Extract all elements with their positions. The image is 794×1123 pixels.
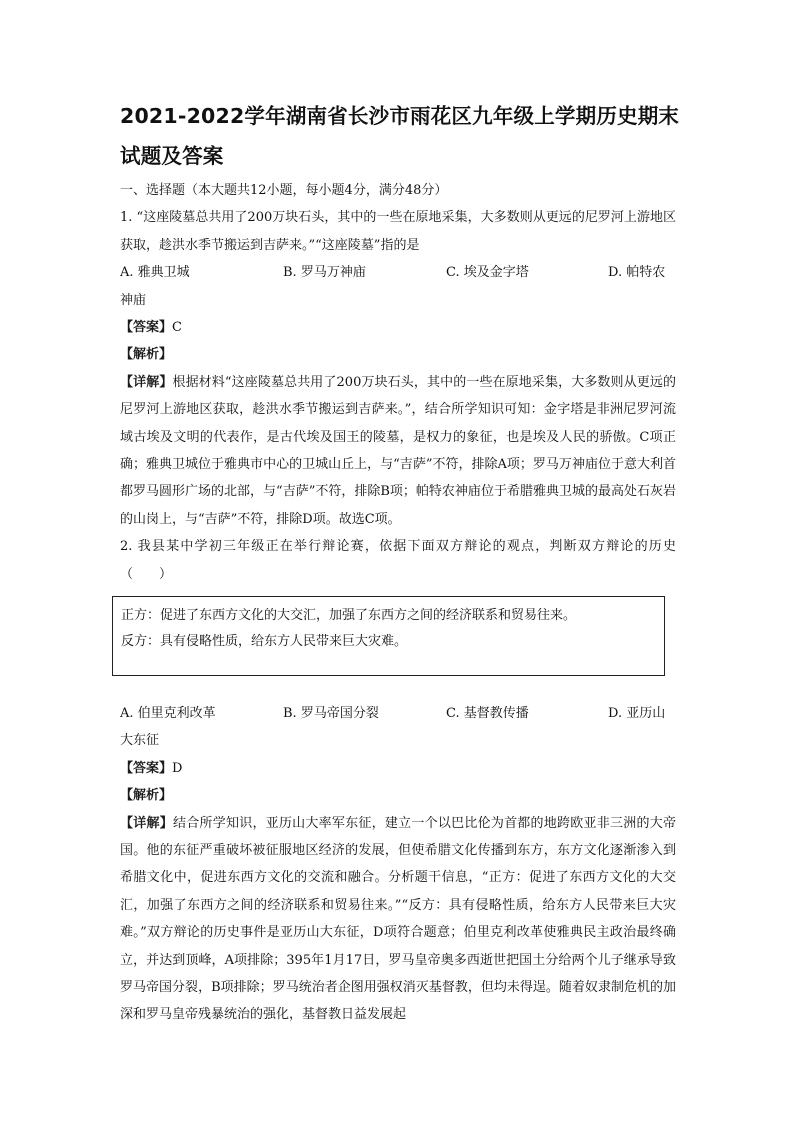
q2-option-d-continued: 大东征 [120, 733, 160, 749]
q2-detail-text: 结合所学知识，亚历山大率军东征，建立一个以巴比伦为首都的地跨欧亚非三洲的大帝国。他的东征严重破坏被征服地区经济的发展，但使希腊文化传播到东方，东方文化逐渐渗入到希腊文化中，促进东西方文化的交流和融合。分析题干信息，“正方：促进了东西方文化的大交汇，加强了东西方之间的经济联系和贸易往来。”“反方：具有侵略性质，给东方人民带来巨大灾难。”双方辩论的历史事件是亚历山大东征，D项符合题意；伯里克利改革使雅典民主政治最终确立，并达到顶峰，A项排除；395年1月17日，罗马皇帝奥多西逝世把国土分给两个儿子继承导致罗马帝国分裂，B项排除；罗马统治者企图用强权消灭基督教，但均未得逞。随着奴隶制危机的加深和罗马皇帝残暴统治的强化，基督教日益发展起 [120, 815, 676, 1023]
q1-answer [120, 314, 676, 341]
question-1-options [120, 259, 676, 286]
q1-option-c: C. 埃及金字塔 [446, 265, 529, 281]
debate-box [112, 596, 665, 676]
q2-option-c: C. 基督教传播 [446, 706, 529, 722]
question-2-options [120, 700, 676, 727]
q2-option-d: D. 亚历山 [608, 706, 666, 722]
q1-option-b: B. 罗马万神庙 [283, 265, 366, 281]
document-body [120, 177, 676, 1029]
document-title: 2021-2022学年湖南省长沙市雨花区九年级上学期历史期末试题及答案 [120, 104, 680, 168]
q1-answer-tag: 【答案】 [120, 319, 173, 335]
question-1-stem: 1. “这座陵墓总共用了200万块石头，其中的一些在原地采集，大多数则从更远的尼罗河上游地区获取，趁洪水季节搬运到吉萨来。”“这座陵墓”指的是 [120, 210, 676, 253]
debate-pro: 正方：促进了东西方文化的大交汇，加强了东西方之间的经济联系和贸易往来。 [121, 608, 577, 624]
q1-option-d-continued: 神庙 [120, 292, 147, 308]
q2-detail-tag: 【详解】 [120, 815, 173, 831]
debate-con: 反方：具有侵略性质，给东方人民带来巨大灾难。 [121, 634, 408, 650]
q1-detail-text: 根据材料“这座陵墓总共用了200万块石头，其中的一些在原地采集，大多数则从更远的尼罗河上游地区获取，趁洪水季节搬运到吉萨来。”，结合所学知识可知：金字塔是非洲尼罗河流域古埃及文明的代表作，是古代埃及国王的陵墓，是权力的象征，也是埃及人民的骄傲。C项正确；雅典卫城位于雅典市中心的卫城山丘上，与“吉萨”不符，排除A项；罗马万神庙位于意大利首都罗马圆形广场的北部，与“吉萨”不符，排除B项；帕特农神庙位于希腊雅典卫城的最高处石灰岩的山岗上，与“吉萨”不符，排除D项。故选C项。 [120, 374, 676, 527]
q1-option-d: D. 帕特农 [608, 265, 666, 281]
q1-option-a: A. 雅典卫城 [120, 265, 190, 281]
q2-option-b: B. 罗马帝国分裂 [283, 706, 379, 722]
question-2-stem: 2. 我县某中学初三年级正在举行辩论赛，依据下面双方辩论的观点，判断双方辩论的历史（ ） [120, 539, 676, 582]
section-heading: 一、选择题（本大题共12小题，每小题4分，满分48分） [120, 183, 448, 198]
q1-detail [120, 369, 676, 533]
q2-answer [120, 755, 676, 782]
q2-answer-tag: 【答案】 [120, 760, 173, 776]
q1-answer-value: C [172, 319, 182, 335]
q1-detail-tag: 【详解】 [120, 374, 173, 390]
q2-option-a: A. 伯里克利改革 [120, 706, 216, 722]
q2-answer-value: D [172, 760, 183, 776]
q2-analysis-tag: 【解析】 [120, 788, 173, 804]
q2-detail [120, 810, 676, 1029]
q1-analysis-tag: 【解析】 [120, 347, 173, 363]
